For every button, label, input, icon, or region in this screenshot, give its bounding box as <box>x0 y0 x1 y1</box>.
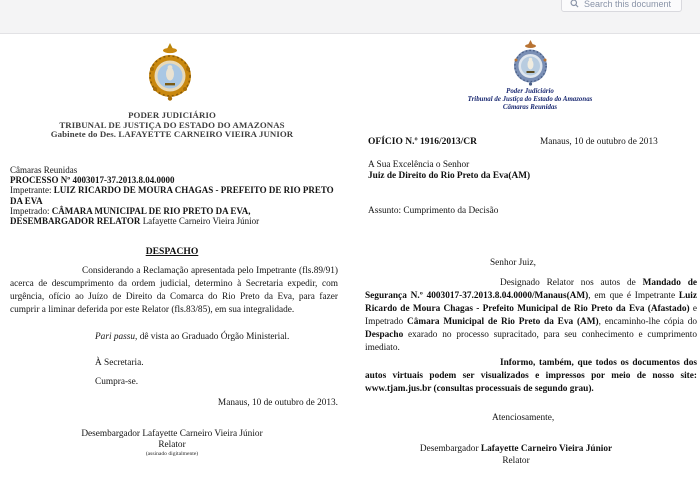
body-run: , em que é Impetrante <box>588 291 679 301</box>
tjam-seal-blue-icon <box>512 40 549 95</box>
letterhead-line3: Câmaras Reunidas <box>502 104 558 112</box>
signature-role: Relator <box>158 440 186 450</box>
petitioner-label: Impetrante: <box>10 185 54 196</box>
case-caption <box>10 165 340 226</box>
page-despacho <box>0 35 350 484</box>
petitioner-bold: Luiz Ricardo de Moura Chagas - Prefeito Municipal de Rio Preto da Eva (Afastado) <box>365 291 697 314</box>
respondent-bold: Câmara Municipal de Rio Preto da Eva (AM) <box>407 317 599 327</box>
chamber-line: Câmaras Reunidas <box>10 165 78 175</box>
pari-passu-latin: Pari passu <box>95 332 136 342</box>
court-letterhead-italic <box>350 88 700 113</box>
rapporteur-label: DESEMBARGADOR RELATOR <box>10 216 143 227</box>
page-oficio <box>350 35 700 484</box>
despacho-body-paragraph: Considerando a Reclamação apresentada pelo Impetrante (fls.89/91) acerca de descumprimento da ordem judicial, determino à Secretaria expedir, com urgência, ofício ao Juízo de Direito da Comarca do Rio Preto da Eva, para fazer cumprir a liminar deferida por este Relator (fls.83/85), em sua integralidade. <box>10 266 338 315</box>
signature-name: Lafayette Carneiro Vieira Júnior <box>480 444 613 454</box>
pari-passu-rest: , dê vista ao Graduado Órgão Ministerial. <box>135 332 290 342</box>
search-icon <box>570 0 579 9</box>
signature-name: Desembargador Lafayette Carneiro Vieira Júnior <box>81 429 263 439</box>
body-run: , encaminho-lhe cópia do <box>598 317 698 327</box>
letterhead-line2: Tribunal de Justiça do Estado do Amazonas <box>467 96 593 104</box>
court-letterhead <box>0 111 344 140</box>
case-reference-bold: Mandado de Segurança N.º 4003017-37.2013.8.04.0000/Manaus(AM) <box>365 278 698 301</box>
subject-line: Assunto: Cumprimento da Decisão <box>368 206 499 216</box>
search-document-button[interactable] <box>561 0 682 12</box>
oficio-dateline: Manaus, 10 de outubro de 2013 <box>540 137 658 147</box>
cumprase-line: Cumpra-se. <box>95 377 139 387</box>
search-button-label: Search this document <box>583 0 671 9</box>
letterhead-line1: PODER JUDICIÁRIO <box>128 110 216 120</box>
closing-line: Atenciosamente, <box>492 413 555 423</box>
case-number: PROCESSO Nº 4003017-37.2013.8.04.0000 <box>10 175 175 186</box>
addressee-honorific: A Sua Excelência o Senhor <box>368 160 470 170</box>
body-run: e Impetrado <box>365 304 697 327</box>
secretaria-line: À Secretaria. <box>95 358 144 368</box>
letterhead-line2: TRIBUNAL DE JUSTIÇA DO ESTADO DO AMAZONAS <box>59 119 285 130</box>
signature-role: Relator <box>502 456 530 466</box>
oficio-signature-block <box>350 443 682 467</box>
petitioner-name: LUIZ RICARDO DE MOURA CHAGAS - PREFEITO DE RIO PRETO DA EVA <box>10 185 334 206</box>
rapporteur-line <box>10 216 340 226</box>
body-run: exarado no processo supracitado, para seu conhecimento e cumprimento imediato. <box>365 330 697 353</box>
petitioner-line <box>10 185 340 205</box>
despacho-bold: Despacho <box>365 330 404 340</box>
pari-passu-line <box>95 332 289 342</box>
letterhead-line1: Poder Judiciário <box>506 88 554 95</box>
letterhead-line3: Gabinete do Des. LAFAYETTE CARNEIRO VIEIRA JUNIOR <box>50 129 294 140</box>
signature-prefix: Desembargador <box>419 444 481 454</box>
addressee-name: Juiz de Direito do Rio Preto da Eva(AM) <box>368 171 531 181</box>
rapporteur-name: Lafayette Carneiro Vieira Júnior <box>142 216 260 227</box>
signature-name-line <box>350 443 682 455</box>
digital-signature-note: (assinado digitalmente) <box>145 451 199 457</box>
tjam-seal-gold-icon <box>147 43 193 112</box>
respondent-line <box>10 206 340 216</box>
oficio-body-paragraph <box>365 277 697 355</box>
oficio-number: OFÍCIO N.º 1916/2013/CR <box>368 137 477 147</box>
case-number-line <box>10 175 340 185</box>
site-info-paragraph: Informo, também, que todos os documentos dos autos virtuais podem ser visualizados e impressos por meio de nosso site: www.tjam.jus.br (consultas processuais de segundo grau). <box>365 358 697 394</box>
viewer-toolbar <box>0 0 700 34</box>
despacho-signature-block <box>0 429 344 458</box>
body-run: Designado Relator nos autos de <box>500 278 643 288</box>
despacho-dateline: Manaus, 10 de outubro de 2013. <box>217 398 338 408</box>
salutation: Senhor Juiz, <box>490 258 536 268</box>
respondent-label: Impetrado: <box>10 205 52 216</box>
respondent-name: CÂMARA MUNICIPAL DE RIO PRETO DA EVA, <box>51 205 251 216</box>
despacho-title: DESPACHO <box>145 246 199 257</box>
